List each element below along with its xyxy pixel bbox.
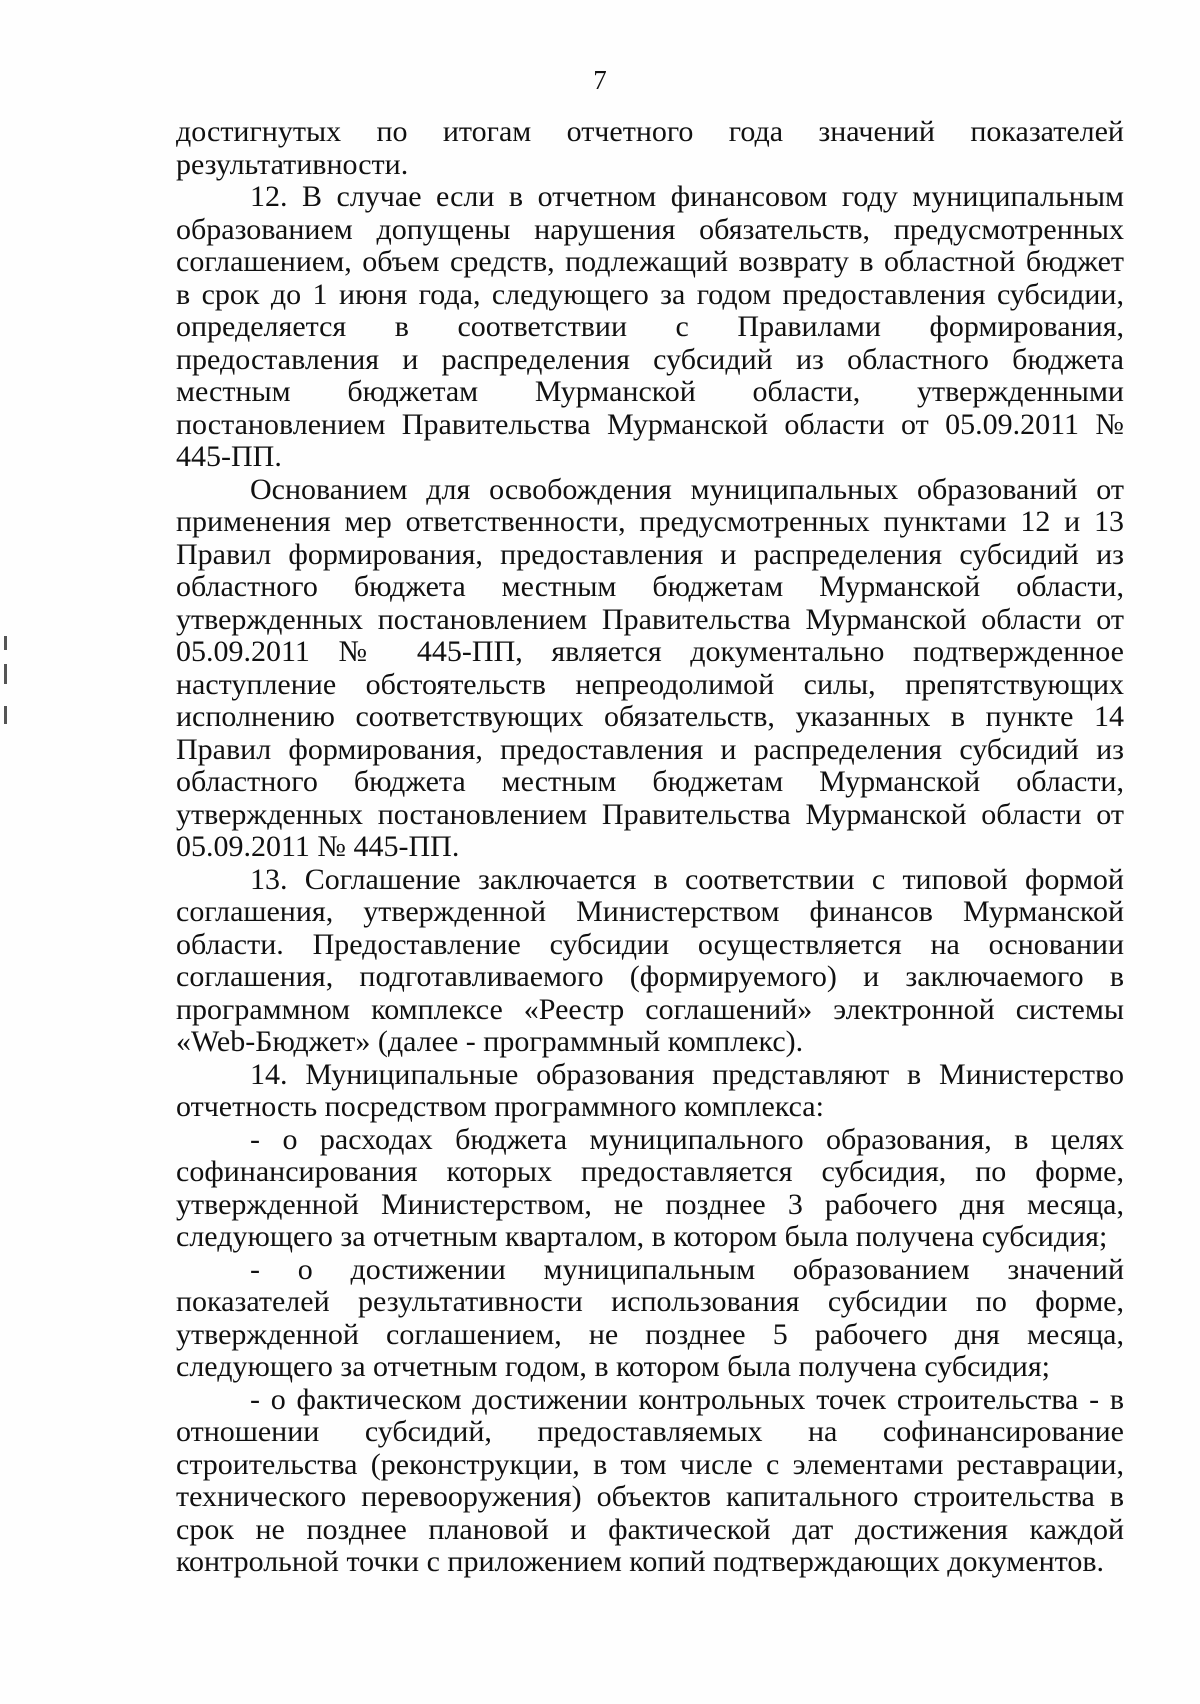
scan-margin-mark bbox=[4, 636, 7, 650]
paragraph-exemption-grounds: Основанием для освобождения муниципальных образований от применения мер ответственности, предусмотренных пунктами 12 и 13 Правил формирования, предоставления и распределения субсидий из областного бюджета местным бюджетам Мурманской области, утвержденных постановлением Правительства Мурманской области от 05.09.2011 № 445-ПП, является документально подтвержденное наступление обстоятельств непреодолимой силы, препятствующих исполнению соответствующих обязательств, указанных в пункте 14 Правил формирования, предоставления и распределения субсидий из областного бюджета местным бюджетам Мурманской области, утвержденных постановлением Правительства Мурманской области от 05.09.2011 № 445-ПП. bbox=[176, 472, 1124, 863]
paragraph-12: 12. В случае если в отчетном финансовом году муниципальным образованием допущены нарушения обязательств, предусмотренных соглашением, объем средств, подлежащий возврату в областной бюджет в срок до 1 июня года, следующего за годом предоставления субсидии, определяется в соответствии с Правилами формирования, предоставления и распределения субсидий из областного бюджета местным бюджетам Мурманской области, утвержденными постановлением Правительства Мурманской области от 05.09.2011 № 445-ПП. bbox=[176, 180, 1124, 473]
paragraph-13: 13. Соглашение заключается в соответствии с типовой формой соглашения, утвержденной Министерством финансов Мурманской области. Предоставление субсидии осуществляется на основании соглашения, подготавливаемого (формируемого) и заключаемого в программном комплексе «Реестр соглашений» электронной системы «Web-Бюджет» (далее - программный комплекс). bbox=[176, 862, 1124, 1058]
list-item-expenses-report: - о расходах бюджета муниципального образования, в целях софинансирования которых предоставляется субсидия, по форме, утвержденной Министерством, не позднее 3 рабочего дня месяца, следующего за отчетным кварталом, в котором была получена субсидия; bbox=[176, 1122, 1124, 1253]
paragraph-continuation: достигнутых по итогам отчетного года значений показателей результативности. bbox=[176, 115, 1124, 181]
scan-margin-mark bbox=[4, 706, 7, 724]
list-item-construction-checkpoints: - о фактическом достижении контрольных точек строительства - в отношении субсидий, предоставляемых на софинансирование строительства (реконструкции, в том числе с элементами реставрации, технического перевооружения) объектов капитального строительства в срок не позднее плановой и фактической дат достижения каждой контрольной точки с приложением копий подтверждающих документов. bbox=[176, 1382, 1124, 1578]
scan-margin-mark bbox=[4, 664, 7, 684]
document-body bbox=[176, 116, 1124, 1579]
page-number: 7 bbox=[593, 65, 607, 95]
list-item-results-report: - о достижении муниципальным образованием значений показателей результативности использования субсидии по форме, утвержденной соглашением, не позднее 5 рабочего дня месяца, следующего за отчетным годом, в котором была получена субсидия; bbox=[176, 1252, 1124, 1383]
paragraph-14: 14. Муниципальные образования представляют в Министерство отчетность посредством программного комплекса: bbox=[176, 1057, 1124, 1123]
